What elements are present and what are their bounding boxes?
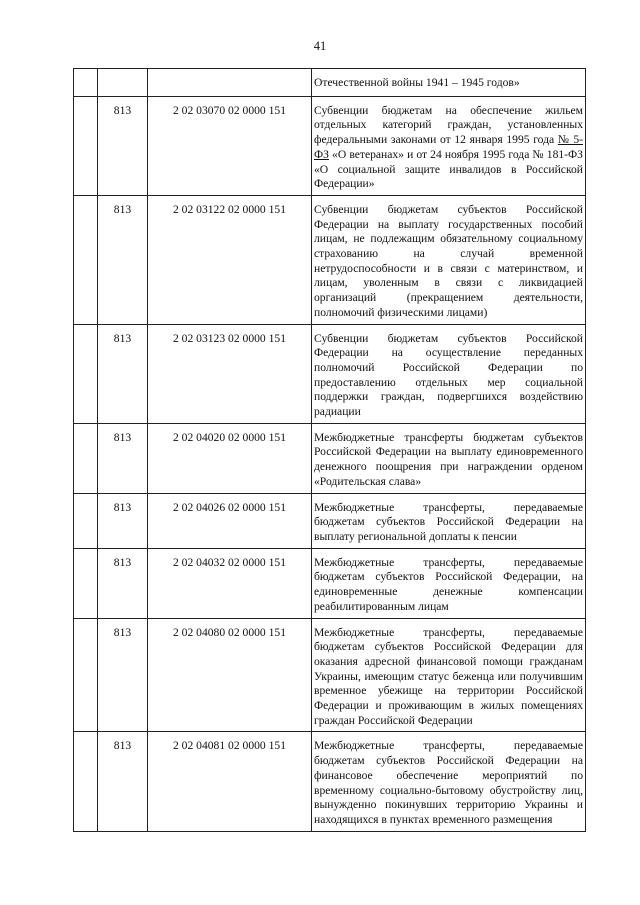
description-cell: Межбюджетные трансферты, передаваемые бюджетам субъектов Российской Федерации на выплату региональной доплаты к пенсии <box>312 493 586 548</box>
table-row <box>74 548 586 618</box>
blank-column-cell <box>74 69 98 97</box>
description-cell: Межбюджетные трансферты, передаваемые бюджетам субъектов Российской Федерации, на единовременные денежные компенсации реабилитированным лицам <box>312 548 586 618</box>
blank-column-cell <box>74 96 98 195</box>
admin-code-cell: 813 <box>98 548 148 618</box>
budget-revenue-table <box>73 68 586 832</box>
description-cell: Субвенции бюджетам субъектов Российской Федерации на осуществление переданных полномочий Российской Федерации по предоставлению отдельных мер социальной поддержки граждан, подвергшихся воздействию радиации <box>312 324 586 423</box>
admin-code-cell: 813 <box>98 493 148 548</box>
admin-code-cell: 813 <box>98 324 148 423</box>
admin-code-cell: 813 <box>98 618 148 732</box>
revenue-code-cell: 2 02 04020 02 0000 151 <box>148 423 312 493</box>
description-cell: Межбюджетные трансферты, передаваемые бюджетам субъектов Российской Федерации на финансовое обеспечение мероприятий по временному социально-бытовому обустройству лиц, вынужденно покинувших территорию Украины и находящихся в пунктах временного размещения <box>312 732 586 831</box>
description-cell: Отечественной войны 1941 – 1945 годов» <box>312 69 586 97</box>
description-cell <box>312 96 586 195</box>
revenue-code-cell: 2 02 04081 02 0000 151 <box>148 732 312 831</box>
table-row <box>74 618 586 732</box>
revenue-code-cell: 2 02 04080 02 0000 151 <box>148 618 312 732</box>
revenue-code-cell: 2 02 03070 02 0000 151 <box>148 96 312 195</box>
admin-code-cell: 813 <box>98 423 148 493</box>
table-row <box>74 324 586 423</box>
revenue-code-cell: 2 02 04032 02 0000 151 <box>148 548 312 618</box>
description-cell: Субвенции бюджетам субъектов Российской Федерации на выплату государственных пособий лицам, не подлежащим обязательному социальному страхованию на случай временной нетрудоспособности и в связи с материнством, и лицам, уволенным в связи с ликвидацией организаций (прекращением деятельности, полномочий физическими лицами) <box>312 195 586 324</box>
revenue-code-cell: 2 02 03123 02 0000 151 <box>148 324 312 423</box>
description-text: Субвенции бюджетам на обеспечение жильем отдельных категорий граждан, установленных федеральными законами от 12 января 1995 года <box>314 103 583 147</box>
blank-column-cell <box>74 324 98 423</box>
revenue-code-cell: 2 02 04026 02 0000 151 <box>148 493 312 548</box>
admin-code-cell: 813 <box>98 96 148 195</box>
description-text: «О ветеранах» и от 24 ноября 1995 года № 181-ФЗ «О социальной защите инвалидов в Российской Федерации» <box>314 147 583 191</box>
table-row <box>74 96 586 195</box>
admin-code-cell: 813 <box>98 732 148 831</box>
table-row <box>74 195 586 324</box>
revenue-code-cell: 2 02 03122 02 0000 151 <box>148 195 312 324</box>
revenue-code-cell <box>148 69 312 97</box>
admin-code-cell <box>98 69 148 97</box>
table-row <box>74 732 586 831</box>
page-number: 41 <box>313 39 327 53</box>
blank-column-cell <box>74 493 98 548</box>
description-cell: Межбюджетные трансферты, передаваемые бюджетам субъектов Российской Федерации для оказания адресной финансовой помощи гражданам Украины, имеющим статус беженца или получившим временное убежище на территории Российской Федерации и проживающим в жилых помещениях граждан Российской Федерации <box>312 618 586 732</box>
blank-column-cell <box>74 423 98 493</box>
description-cell: Межбюджетные трансферты бюджетам субъектов Российской Федерации на выплату единовременного денежного поощрения при награждении орденом «Родительская слава» <box>312 423 586 493</box>
blank-column-cell <box>74 548 98 618</box>
blank-column-cell <box>74 195 98 324</box>
table-row <box>74 423 586 493</box>
admin-code-cell: 813 <box>98 195 148 324</box>
blank-column-cell <box>74 618 98 732</box>
blank-column-cell <box>74 732 98 831</box>
table-row <box>74 493 586 548</box>
law-number-link: № 5-ФЗ <box>314 133 583 161</box>
table-row-continued <box>74 69 586 97</box>
